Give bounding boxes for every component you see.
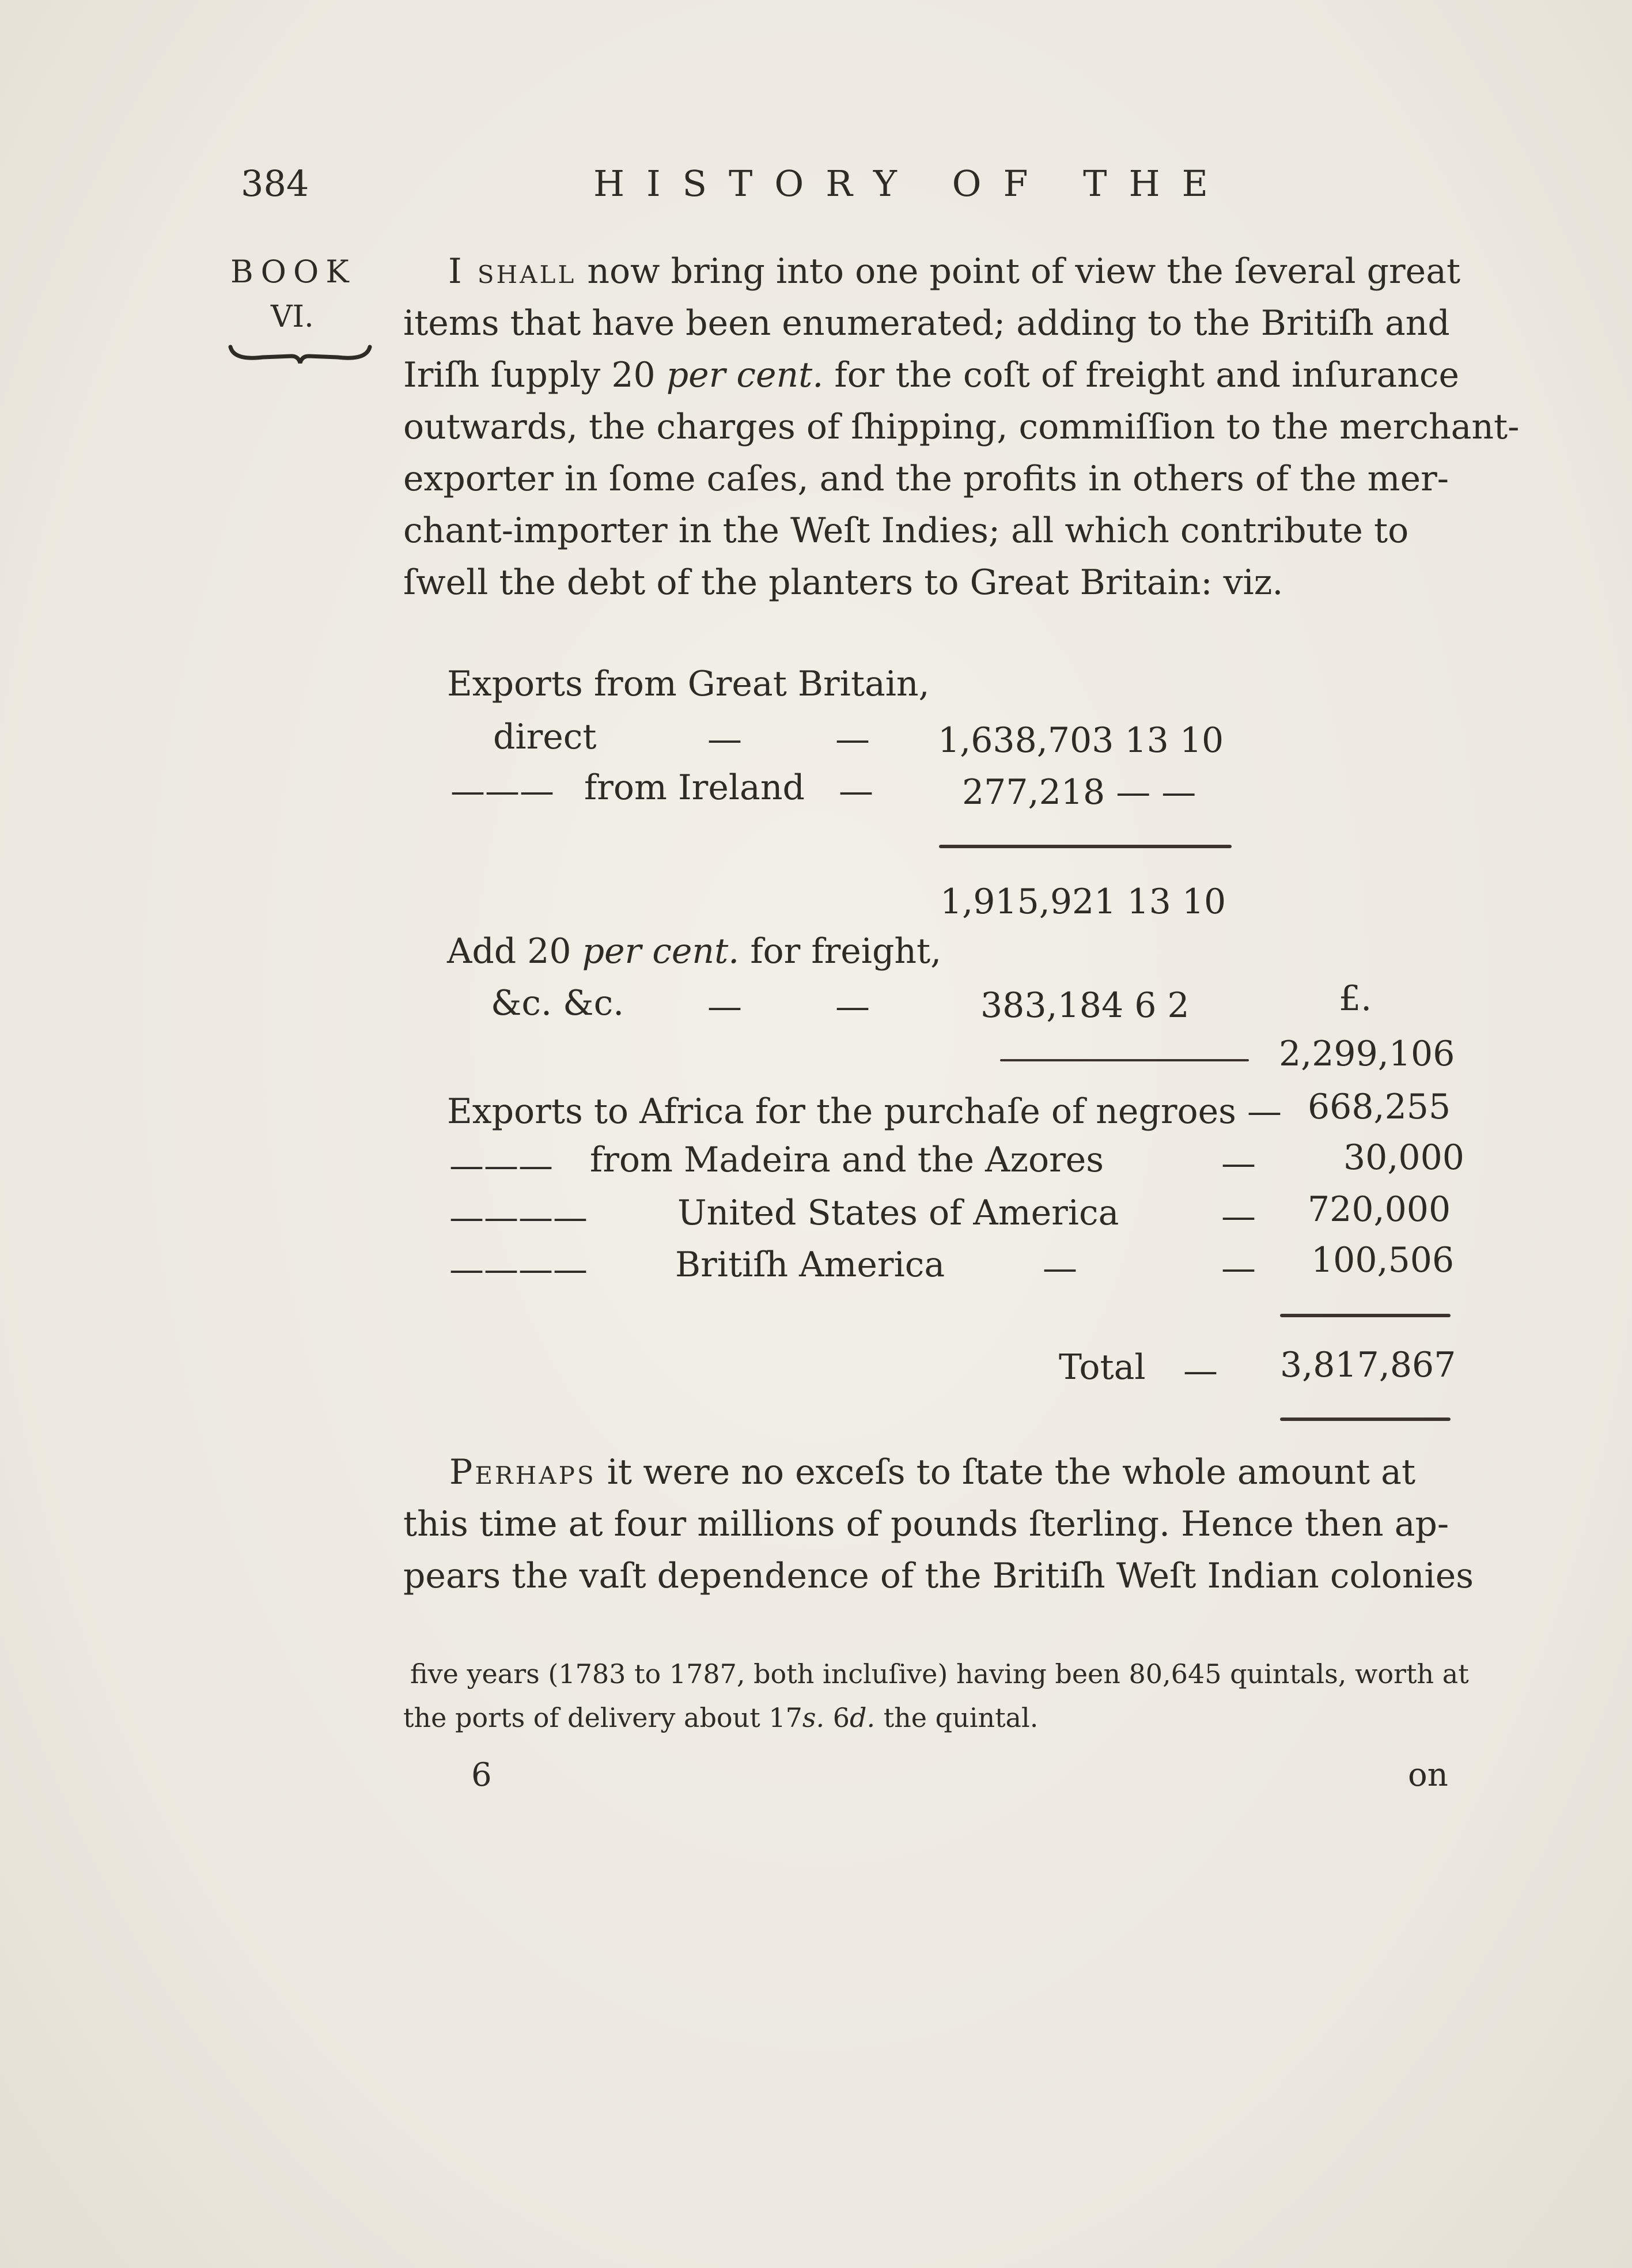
- pound-sign: £.: [1339, 978, 1372, 1019]
- footnote-shillings: s.: [802, 1702, 825, 1733]
- total-label: Total: [1059, 1347, 1146, 1388]
- row-madeira-dash: —: [1221, 1143, 1256, 1184]
- footnote-line-1: five years (1783 to 1787, both incluſive) having been 80,645 quintals, worth at: [410, 1658, 1469, 1689]
- conclusion-line-1-text: it were no exceſs to ſtate the whole amount at: [596, 1452, 1416, 1492]
- intro-line-3-a: Iriſh ſupply 20: [403, 355, 667, 395]
- subtotal-rule: [939, 845, 1232, 848]
- intro-line-2: items that have been enumerated; adding to the Britiſh and: [403, 303, 1450, 343]
- intro-line-4: outwards, the charges of ſhipping, commiſſion to the merchant-: [403, 407, 1520, 447]
- add-label: [447, 925, 941, 977]
- row-us-label: United States of America: [677, 1193, 1119, 1233]
- row-madeira-ditto: ———: [449, 1146, 553, 1186]
- catchword: on: [1408, 1756, 1448, 1794]
- footnote-line-2: [403, 1702, 1038, 1733]
- footnote-line-2-c: 6: [824, 1702, 850, 1733]
- add-value: 383,184 6 2: [980, 985, 1190, 1026]
- direct-value: 1,638,703 13 10: [938, 720, 1224, 761]
- total-dash: —: [1183, 1351, 1218, 1391]
- etc-label: &c. &c.: [491, 983, 624, 1023]
- ireland-ditto-dash: ———: [450, 771, 554, 811]
- footnote-line-2-e: the quintal.: [875, 1702, 1039, 1733]
- subtotal-value: 1,915,921 13 10: [940, 882, 1226, 922]
- add-label-italic: per cent.: [582, 931, 740, 972]
- conclusion-line-2: this time at four millions of pounds ſterling. Hence then ap-: [403, 1504, 1449, 1544]
- ireland-dash: —: [839, 771, 873, 811]
- footnote-pence: d.: [850, 1702, 876, 1733]
- conclusion-line-1: [449, 1446, 1415, 1498]
- margin-volume-label: VI.: [271, 300, 314, 334]
- row-british-america-value: 100,506: [1311, 1240, 1455, 1280]
- footnote-line-2-a: the ports of delivery about 17: [403, 1702, 802, 1733]
- row-africa-label: Exports to Africa for the purchaſe of negroes —: [447, 1091, 1282, 1132]
- brace-ornament: [228, 343, 372, 366]
- ireland-value: 277,218 — —: [962, 772, 1196, 812]
- row-us-dash: —: [1221, 1196, 1256, 1237]
- add-label-c: for freight,: [739, 931, 942, 972]
- row-madeira-label: from Madeira and the Azores: [590, 1140, 1104, 1180]
- margin-book-label: BOOK: [230, 254, 356, 290]
- direct-dash-2: —: [835, 719, 870, 759]
- conclusion-lead-word: Perhaps: [449, 1452, 596, 1492]
- row-us-value: 720,000: [1308, 1189, 1451, 1230]
- intro-lead-word: I shall: [448, 251, 577, 292]
- gb-ireland-total: 2,299,106: [1279, 1034, 1455, 1074]
- running-title: HISTORY OF THE: [593, 162, 1230, 205]
- page-number: 384: [241, 162, 309, 205]
- direct-label: direct: [493, 717, 597, 757]
- add-label-a: Add 20: [447, 931, 582, 972]
- add-dash-1: —: [707, 986, 742, 1027]
- row-british-america-dash-2: —: [1221, 1248, 1256, 1288]
- intro-line-6: chant-importer in the Weſt Indies; all which contribute to: [403, 511, 1409, 551]
- intro-line-1-text: now bring into one point of view the ſeveral great: [576, 251, 1461, 292]
- add-dash-2: —: [835, 986, 870, 1027]
- intro-line-3: [403, 349, 1459, 401]
- ireland-label: from Ireland: [584, 768, 805, 808]
- grand-total-rule-bottom: [1280, 1418, 1451, 1421]
- row-africa-value: 668,255: [1308, 1087, 1451, 1127]
- row-british-america-ditto: ————: [449, 1249, 588, 1290]
- gb-total-rule: [1000, 1059, 1249, 1061]
- row-madeira-value: 30,000: [1343, 1137, 1464, 1178]
- intro-line-5: exporter in ſome caſes, and the profits in others of the mer-: [403, 459, 1449, 499]
- intro-line-3-b: for the coſt of freight and inſurance: [823, 355, 1459, 395]
- grand-total-rule-top: [1280, 1314, 1451, 1317]
- intro-line-7: ſwell the debt of the planters to Great Britain: viz.: [403, 562, 1283, 603]
- row-us-ditto: ————: [449, 1197, 588, 1238]
- row-british-america-label: Britiſh America: [675, 1245, 945, 1285]
- total-value: 3,817,867: [1280, 1345, 1456, 1385]
- exports-gb-label: Exports from Great Britain,: [447, 664, 930, 704]
- direct-dash-1: —: [707, 719, 742, 759]
- intro-line-1: [448, 245, 1460, 297]
- row-british-america-dash-1: —: [1043, 1248, 1077, 1288]
- intro-line-3-italic: per cent.: [666, 355, 824, 395]
- signature-mark: 6: [471, 1756, 492, 1794]
- conclusion-line-3: pears the vaſt dependence of the Britiſh Weſt Indian colonies: [403, 1556, 1474, 1596]
